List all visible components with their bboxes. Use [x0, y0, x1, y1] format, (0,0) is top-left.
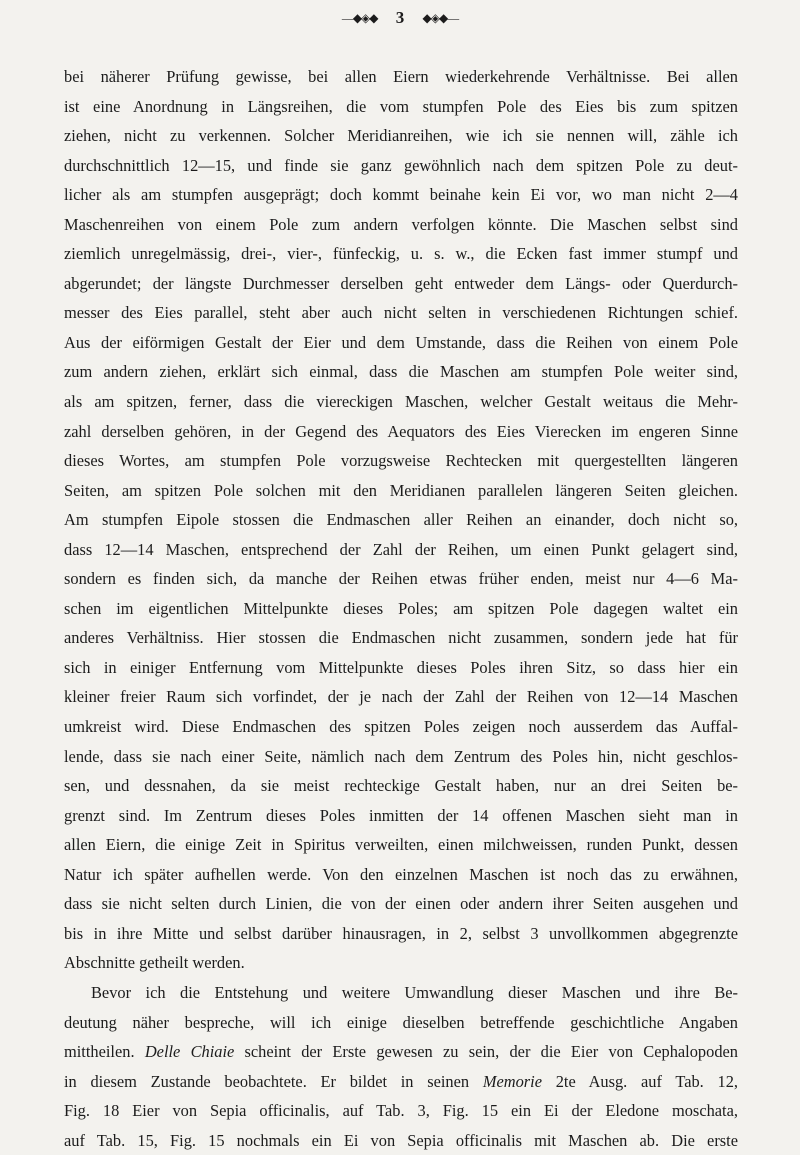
text-fragment: in diesem Zustande beobachtete. Er bildet in seinen	[64, 1071, 483, 1091]
text-line: Abschnitte getheilt werden.	[64, 953, 245, 973]
header-ornament-right: ◆◈◆—	[422, 11, 459, 26]
text-line: umkreist wird. Diese Endmaschen des spitzen Poles zeigen noch ausserdem das Auffal-	[64, 717, 738, 737]
text-line: anderes Verhältniss. Hier stossen die Endmaschen nicht zusammen, sondern jede hat für	[64, 628, 738, 648]
page-number: 3	[395, 8, 405, 28]
text-line: Aus der eiförmigen Gestalt der Eier und dem Umstande, dass die Reihen von einem Pole	[64, 332, 738, 352]
text-line: Maschenreihen von einem Pole zum andern verfolgen könnte. Die Maschen selbst sind	[64, 214, 738, 234]
paragraph-1	[64, 62, 738, 978]
text-line: sondern es finden sich, da manche der Reihen etwas früher enden, meist nur 4—6 Ma-	[64, 569, 738, 589]
work-title-italic: Memorie	[482, 1071, 542, 1091]
author-name-italic: Delle Chiaie	[144, 1042, 235, 1062]
text-line: grenzt sind. Im Zentrum dieses Poles inmitten der 14 offenen Maschen sieht man in	[64, 805, 738, 825]
text-fragment: mittheilen.	[64, 1042, 135, 1062]
text-fragment: 2te Ausg. auf Tab. 12,	[542, 1071, 738, 1091]
text-line: auf Tab. 15, Fig. 15 nochmals ein Ei von Sepia officinalis mit Maschen ab. Die erste	[64, 1130, 738, 1150]
text-line: abgerundet; der längste Durchmesser derselben geht entweder dem Längs- oder Querdurch-	[64, 273, 738, 293]
text-line: dieses Wortes, am stumpfen Pole vorzugsweise Rechtecken mit quergestellten längeren	[64, 451, 738, 471]
text-line: ziemlich unregelmässig, drei-, vier-, fünfeckig, u. s. w., die Ecken fast immer stumpf und	[64, 244, 738, 264]
text-line: kleiner freier Raum sich vorfindet, der je nach der Zahl der Reihen von 12—14 Maschen	[64, 687, 738, 707]
text-line: Seiten, am spitzen Pole solchen mit den Meridianen parallelen längeren Seiten gleichen.	[64, 480, 738, 500]
text-line: durchschnittlich 12—15, und finde sie ganz gewöhnlich nach dem spitzen Pole zu deut-	[64, 155, 738, 175]
text-line: zum andern ziehen, erklärt sich einmal, dass die Maschen am stumpfen Pole weiter sind,	[64, 362, 738, 382]
text-line: Fig. 18 Eier von Sepia officinalis, auf Tab. 3, Fig. 15 ein Ei der Eledone moschata,	[64, 1101, 738, 1121]
text-line: messer des Eies parallel, steht aber auch nicht selten in verschiedenen Richtungen schief.	[64, 303, 738, 323]
text-line: deutung näher bespreche, will ich einige dieselben betreffende geschichtliche Angaben	[64, 1012, 738, 1032]
paragraph-2	[64, 978, 738, 1155]
text-line: dass 12—14 Maschen, entsprechend der Zahl der Reihen, um einen Punkt gelagert sind,	[64, 539, 738, 559]
body-text	[64, 62, 738, 1155]
text-fragment: scheint der Erste gewesen zu sein, der die Eier von Cephalopoden	[234, 1042, 738, 1062]
text-line: dass sie nicht selten durch Linien, die von der einen oder andern ihrer Seiten ausgehen und	[64, 894, 738, 914]
text-line: Am stumpfen Eipole stossen die Endmaschen aller Reihen an einander, doch nicht so,	[64, 510, 738, 530]
text-line	[64, 1067, 738, 1097]
text-line: ziehen, nicht zu verkennen. Solcher Meridianreihen, wie ich sie nennen will, zähle ich	[64, 126, 738, 146]
text-line: Bevor ich die Entstehung und weitere Umwandlung dieser Maschen und ihre Be-	[91, 982, 738, 1002]
text-line: zahl derselben gehören, in der Gegend des Aequators des Eies Vierecken im engeren Sinne	[64, 421, 738, 441]
text-line: lende, dass sie nach einer Seite, nämlich nach dem Zentrum des Poles hin, nicht geschlos-	[64, 746, 738, 766]
text-line: sen, und dessnahen, da sie meist rechteckige Gestalt haben, nur an drei Seiten be-	[64, 776, 738, 796]
page-header	[0, 7, 800, 29]
text-line: sich in einiger Entfernung vom Mittelpunkte dieses Poles ihren Sitz, so dass hier ein	[64, 657, 738, 677]
text-line: allen Eiern, die einige Zeit in Spiritus verweilten, einen milchweissen, runden Punkt, dessen	[64, 835, 738, 855]
text-line: als am spitzen, ferner, dass die viereckigen Maschen, welcher Gestalt weitaus die Mehr-	[64, 392, 738, 412]
text-line: schen im eigentlichen Mittelpunkte dieses Poles; am spitzen Pole dagegen waltet ein	[64, 598, 738, 618]
text-line: bei näherer Prüfung gewisse, bei allen Eiern wiederkehrende Verhältnisse. Bei allen	[64, 67, 738, 86]
text-line: bis in ihre Mitte und selbst darüber hinausragen, in 2, selbst 3 unvollkommen abgegrenzte	[64, 923, 738, 943]
text-line: Natur ich später aufhellen werde. Von den einzelnen Maschen ist noch das zu erwähnen,	[64, 864, 738, 884]
text-line: licher als am stumpfen ausgeprägt; doch kommt beinahe kein Ei vor, wo man nicht 2—4	[64, 185, 738, 205]
header-ornament-left: —◆◈◆	[341, 11, 378, 26]
text-line	[64, 1037, 738, 1067]
text-line: ist eine Anordnung in Längsreihen, die vom stumpfen Pole des Eies bis zum spitzen	[64, 96, 738, 116]
